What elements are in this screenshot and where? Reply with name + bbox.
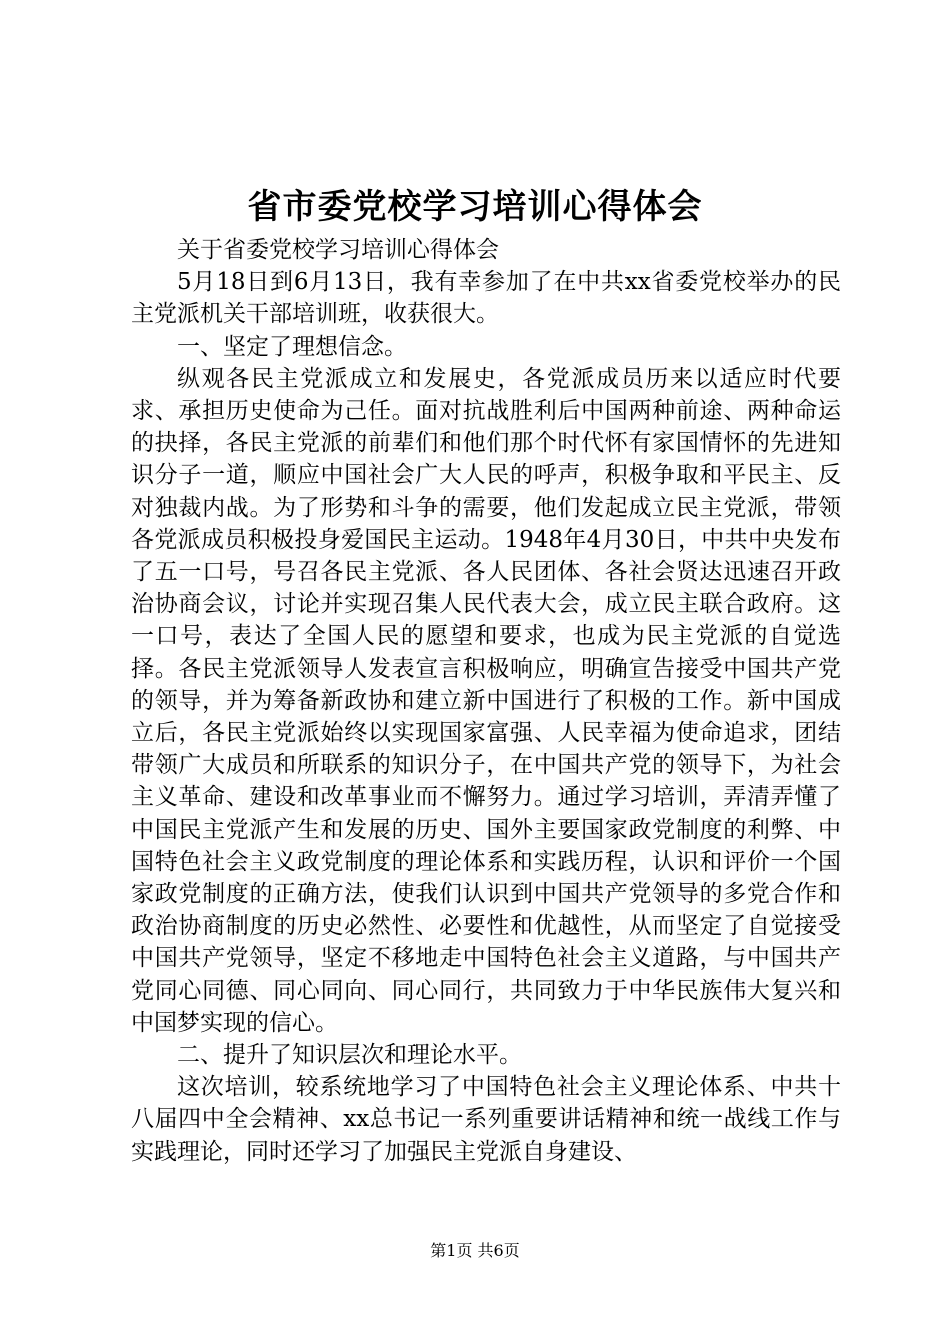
paragraph: 二、提升了知识层次和理论水平。 bbox=[177, 1042, 522, 1069]
paragraph: 纵观各民主党派成立和发展史，各党派成员历来以适应时代要求、承担历史使命为己任。面对抗战胜利后中国两种前途、两种命运的抉择，各民主党派的前辈们和他们那个时代怀有家国情怀的先进知识分子一道，顺应中国社会广大人民的呼声，积极争取和平民主、反对独裁内战。为了形势和斗争的需要，他们发起成立民主党派，带领各党派成员积极投身爱国民主运动。1948年4月30日，中共中央发布了五一口号，号召各民主党派、各人民团体、各社会贤达迅速召开政治协商会议，讨论并实现召集人民代表大会，成立民主联合政府。这一口号，表达了全国人民的愿望和要求，也成为民主党派的自觉选择。各民主党派领导人发表宣言积极响应，明确宣告接受中国共产党的领导，并为筹备新政协和建立新中国进行了积极的工作。新中国成立后，各民主党派始终以实现国家富强、人民幸福为使命追求，团结带领广大成员和所联系的知识分子，在中国共产党的领导下，为社会主义革命、建设和改革事业而不懈努力。通过学习培训，弄清弄懂了中国民主党派产生和发展的历史、国外主要国家政党制度的利弊、中国特色社会主义政党制度的理论体系和实践历程，认识和评价一个国家政党制度的正确方法，使我们认识到中国共产党领导的多党合作和政治协商制度的历史必然性、必要性和优越性，从而坚定了自觉接受中国共产党领导，坚定不移地走中国特色社会主义道路，与中国共产党同心同德、同心同向、同心同行，共同致力于中华民族伟大复兴和中国梦实现的信心。 bbox=[131, 365, 841, 1036]
paragraph: 5月18日到6月13日，我有幸参加了在中共xx省委党校举办的民主党派机关干部培训班，收获很大。 bbox=[131, 269, 841, 328]
paragraph: 一、坚定了理想信念。 bbox=[177, 333, 407, 360]
document-body bbox=[131, 234, 841, 1168]
paragraph: 这次培训，较系统地学习了中国特色社会主义理论体系、中共十八届四中全会精神、xx总书记一系列重要讲话精神和统一战线工作与实践理论，同时还学习了加强民主党派自身建设、 bbox=[131, 1074, 841, 1165]
document-title: 省市委党校学习培训心得体会 bbox=[247, 187, 703, 227]
page-number-footer: 第1页 共6页 bbox=[430, 1241, 520, 1260]
paragraph: 关于省委党校学习培训心得体会 bbox=[177, 237, 499, 263]
